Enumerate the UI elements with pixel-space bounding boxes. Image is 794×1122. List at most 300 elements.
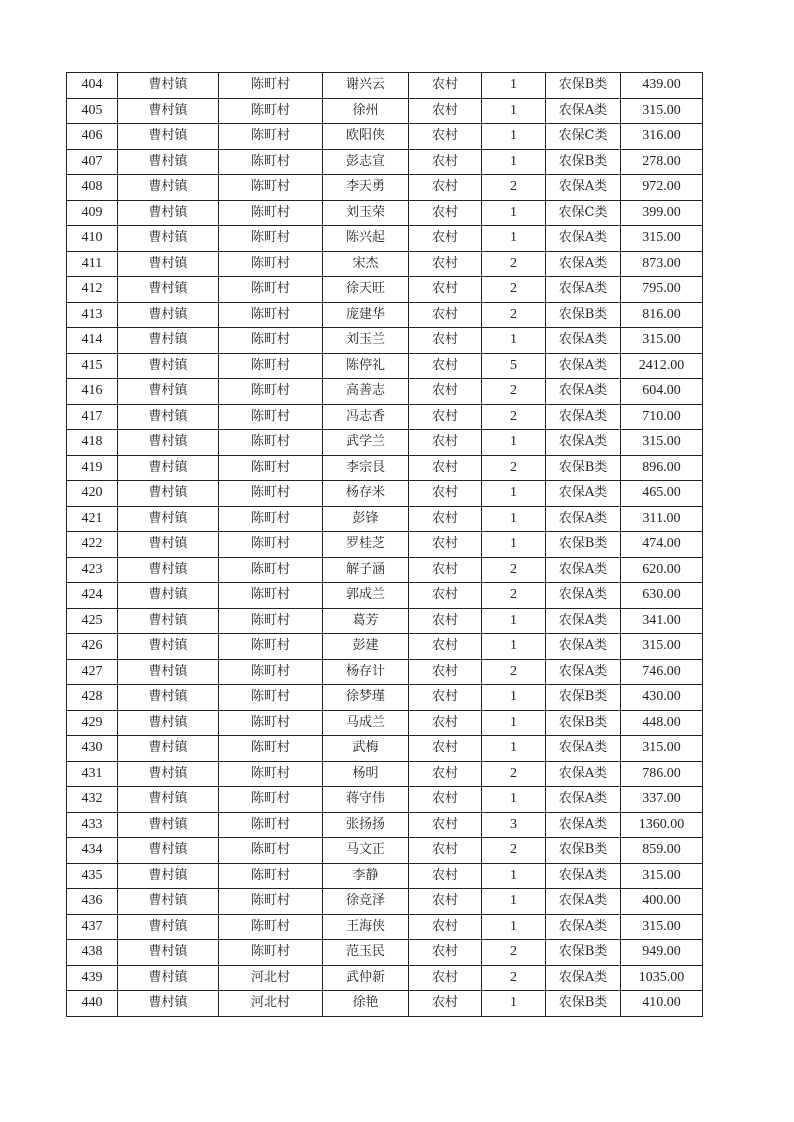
household-type-cell: 农村 xyxy=(409,481,482,507)
member-count-cell: 1 xyxy=(482,328,546,354)
village-cell: 河北村 xyxy=(219,991,323,1017)
household-type-cell: 农村 xyxy=(409,200,482,226)
person-name-cell: 杨存计 xyxy=(323,659,409,685)
village-cell: 陈町村 xyxy=(219,73,323,99)
person-name-cell: 张扬扬 xyxy=(323,812,409,838)
table-row xyxy=(67,583,703,609)
person-name-cell: 彭建 xyxy=(323,634,409,660)
row-number-cell: 416 xyxy=(67,379,118,405)
amount-cell: 949.00 xyxy=(621,940,703,966)
person-name-cell: 陈停礼 xyxy=(323,353,409,379)
table-row xyxy=(67,73,703,99)
household-type-cell: 农村 xyxy=(409,404,482,430)
household-type-cell: 农村 xyxy=(409,583,482,609)
town-cell: 曹村镇 xyxy=(118,812,219,838)
village-cell: 陈町村 xyxy=(219,506,323,532)
row-number-cell: 439 xyxy=(67,965,118,991)
member-count-cell: 1 xyxy=(482,124,546,150)
insurance-category-cell: 农保A类 xyxy=(546,736,621,762)
amount-cell: 410.00 xyxy=(621,991,703,1017)
insurance-category-cell: 农保B类 xyxy=(546,838,621,864)
village-cell: 陈町村 xyxy=(219,379,323,405)
member-count-cell: 2 xyxy=(482,583,546,609)
table-row xyxy=(67,787,703,813)
table-row xyxy=(67,685,703,711)
row-number-cell: 436 xyxy=(67,889,118,915)
person-name-cell: 徐艳 xyxy=(323,991,409,1017)
row-number-cell: 405 xyxy=(67,98,118,124)
table-row xyxy=(67,736,703,762)
table-row xyxy=(67,965,703,991)
village-cell: 陈町村 xyxy=(219,149,323,175)
person-name-cell: 陈兴起 xyxy=(323,226,409,252)
person-name-cell: 李宗艮 xyxy=(323,455,409,481)
town-cell: 曹村镇 xyxy=(118,532,219,558)
village-cell: 陈町村 xyxy=(219,583,323,609)
town-cell: 曹村镇 xyxy=(118,863,219,889)
amount-cell: 474.00 xyxy=(621,532,703,558)
village-cell: 陈町村 xyxy=(219,353,323,379)
household-type-cell: 农村 xyxy=(409,965,482,991)
person-name-cell: 王海侠 xyxy=(323,914,409,940)
insurance-category-cell: 农保B类 xyxy=(546,455,621,481)
member-count-cell: 1 xyxy=(482,736,546,762)
person-name-cell: 徐梦瑾 xyxy=(323,685,409,711)
member-count-cell: 1 xyxy=(482,710,546,736)
village-cell: 陈町村 xyxy=(219,557,323,583)
insurance-category-cell: 农保A类 xyxy=(546,812,621,838)
person-name-cell: 彭志宣 xyxy=(323,149,409,175)
person-name-cell: 蒋守伟 xyxy=(323,787,409,813)
insurance-category-cell: 农保A类 xyxy=(546,557,621,583)
table-row xyxy=(67,889,703,915)
village-cell: 陈町村 xyxy=(219,812,323,838)
insurance-category-cell: 农保B类 xyxy=(546,302,621,328)
amount-cell: 795.00 xyxy=(621,277,703,303)
person-name-cell: 郭成兰 xyxy=(323,583,409,609)
household-type-cell: 农村 xyxy=(409,659,482,685)
amount-cell: 972.00 xyxy=(621,175,703,201)
household-type-cell: 农村 xyxy=(409,277,482,303)
village-cell: 陈町村 xyxy=(219,328,323,354)
amount-cell: 620.00 xyxy=(621,557,703,583)
row-number-cell: 435 xyxy=(67,863,118,889)
member-count-cell: 1 xyxy=(482,430,546,456)
town-cell: 曹村镇 xyxy=(118,124,219,150)
household-type-cell: 农村 xyxy=(409,149,482,175)
row-number-cell: 425 xyxy=(67,608,118,634)
member-count-cell: 2 xyxy=(482,659,546,685)
table-row xyxy=(67,863,703,889)
household-type-cell: 农村 xyxy=(409,353,482,379)
amount-cell: 315.00 xyxy=(621,226,703,252)
row-number-cell: 412 xyxy=(67,277,118,303)
person-name-cell: 徐州 xyxy=(323,98,409,124)
table-row xyxy=(67,634,703,660)
row-number-cell: 427 xyxy=(67,659,118,685)
row-number-cell: 411 xyxy=(67,251,118,277)
person-name-cell: 葛芳 xyxy=(323,608,409,634)
town-cell: 曹村镇 xyxy=(118,914,219,940)
table-row xyxy=(67,481,703,507)
insurance-category-cell: 农保A类 xyxy=(546,277,621,303)
town-cell: 曹村镇 xyxy=(118,940,219,966)
member-count-cell: 1 xyxy=(482,481,546,507)
village-cell: 陈町村 xyxy=(219,404,323,430)
household-type-cell: 农村 xyxy=(409,226,482,252)
person-name-cell: 谢兴云 xyxy=(323,73,409,99)
village-cell: 陈町村 xyxy=(219,608,323,634)
records-table xyxy=(66,72,703,1017)
insurance-category-cell: 农保A类 xyxy=(546,430,621,456)
member-count-cell: 1 xyxy=(482,991,546,1017)
row-number-cell: 422 xyxy=(67,532,118,558)
row-number-cell: 413 xyxy=(67,302,118,328)
village-cell: 陈町村 xyxy=(219,124,323,150)
insurance-category-cell: 农保A类 xyxy=(546,914,621,940)
amount-cell: 786.00 xyxy=(621,761,703,787)
insurance-category-cell: 农保A类 xyxy=(546,761,621,787)
insurance-category-cell: 农保B类 xyxy=(546,532,621,558)
amount-cell: 316.00 xyxy=(621,124,703,150)
row-number-cell: 421 xyxy=(67,506,118,532)
insurance-category-cell: 农保B类 xyxy=(546,710,621,736)
member-count-cell: 1 xyxy=(482,914,546,940)
village-cell: 陈町村 xyxy=(219,863,323,889)
person-name-cell: 徐天旺 xyxy=(323,277,409,303)
town-cell: 曹村镇 xyxy=(118,583,219,609)
table-row xyxy=(67,353,703,379)
person-name-cell: 欧阳侠 xyxy=(323,124,409,150)
person-name-cell: 武学兰 xyxy=(323,430,409,456)
village-cell: 陈町村 xyxy=(219,175,323,201)
amount-cell: 448.00 xyxy=(621,710,703,736)
town-cell: 曹村镇 xyxy=(118,557,219,583)
amount-cell: 337.00 xyxy=(621,787,703,813)
household-type-cell: 农村 xyxy=(409,73,482,99)
table-row xyxy=(67,175,703,201)
amount-cell: 630.00 xyxy=(621,583,703,609)
amount-cell: 1035.00 xyxy=(621,965,703,991)
household-type-cell: 农村 xyxy=(409,634,482,660)
household-type-cell: 农村 xyxy=(409,608,482,634)
insurance-category-cell: 农保A类 xyxy=(546,251,621,277)
insurance-category-cell: 农保A类 xyxy=(546,889,621,915)
table-row xyxy=(67,379,703,405)
table-row xyxy=(67,430,703,456)
amount-cell: 311.00 xyxy=(621,506,703,532)
person-name-cell: 庞建华 xyxy=(323,302,409,328)
village-cell: 陈町村 xyxy=(219,634,323,660)
table-row xyxy=(67,149,703,175)
amount-cell: 315.00 xyxy=(621,634,703,660)
insurance-category-cell: 农保A类 xyxy=(546,328,621,354)
table-row xyxy=(67,404,703,430)
person-name-cell: 徐竞泽 xyxy=(323,889,409,915)
person-name-cell: 马文正 xyxy=(323,838,409,864)
household-type-cell: 农村 xyxy=(409,787,482,813)
row-number-cell: 409 xyxy=(67,200,118,226)
household-type-cell: 农村 xyxy=(409,557,482,583)
town-cell: 曹村镇 xyxy=(118,175,219,201)
town-cell: 曹村镇 xyxy=(118,761,219,787)
person-name-cell: 宋杰 xyxy=(323,251,409,277)
insurance-category-cell: 农保C类 xyxy=(546,200,621,226)
table-row xyxy=(67,812,703,838)
household-type-cell: 农村 xyxy=(409,889,482,915)
household-type-cell: 农村 xyxy=(409,812,482,838)
household-type-cell: 农村 xyxy=(409,251,482,277)
person-name-cell: 范玉民 xyxy=(323,940,409,966)
town-cell: 曹村镇 xyxy=(118,634,219,660)
town-cell: 曹村镇 xyxy=(118,710,219,736)
table-row xyxy=(67,914,703,940)
member-count-cell: 1 xyxy=(482,863,546,889)
household-type-cell: 农村 xyxy=(409,98,482,124)
household-type-cell: 农村 xyxy=(409,991,482,1017)
household-type-cell: 农村 xyxy=(409,175,482,201)
household-type-cell: 农村 xyxy=(409,761,482,787)
row-number-cell: 438 xyxy=(67,940,118,966)
household-type-cell: 农村 xyxy=(409,863,482,889)
row-number-cell: 424 xyxy=(67,583,118,609)
amount-cell: 430.00 xyxy=(621,685,703,711)
insurance-category-cell: 农保B类 xyxy=(546,991,621,1017)
person-name-cell: 马成兰 xyxy=(323,710,409,736)
insurance-category-cell: 农保A类 xyxy=(546,863,621,889)
village-cell: 陈町村 xyxy=(219,481,323,507)
person-name-cell: 武梅 xyxy=(323,736,409,762)
amount-cell: 746.00 xyxy=(621,659,703,685)
village-cell: 陈町村 xyxy=(219,940,323,966)
village-cell: 陈町村 xyxy=(219,302,323,328)
member-count-cell: 1 xyxy=(482,98,546,124)
amount-cell: 399.00 xyxy=(621,200,703,226)
member-count-cell: 1 xyxy=(482,149,546,175)
row-number-cell: 415 xyxy=(67,353,118,379)
town-cell: 曹村镇 xyxy=(118,404,219,430)
insurance-category-cell: 农保A类 xyxy=(546,481,621,507)
amount-cell: 859.00 xyxy=(621,838,703,864)
amount-cell: 278.00 xyxy=(621,149,703,175)
village-cell: 陈町村 xyxy=(219,787,323,813)
person-name-cell: 李天勇 xyxy=(323,175,409,201)
amount-cell: 315.00 xyxy=(621,736,703,762)
table-row xyxy=(67,991,703,1017)
row-number-cell: 419 xyxy=(67,455,118,481)
town-cell: 曹村镇 xyxy=(118,226,219,252)
village-cell: 陈町村 xyxy=(219,277,323,303)
table-row xyxy=(67,659,703,685)
member-count-cell: 2 xyxy=(482,404,546,430)
person-name-cell: 杨明 xyxy=(323,761,409,787)
village-cell: 陈町村 xyxy=(219,685,323,711)
insurance-category-cell: 农保A类 xyxy=(546,608,621,634)
member-count-cell: 2 xyxy=(482,557,546,583)
insurance-category-cell: 农保A类 xyxy=(546,583,621,609)
person-name-cell: 高善志 xyxy=(323,379,409,405)
person-name-cell: 罗桂芝 xyxy=(323,532,409,558)
town-cell: 曹村镇 xyxy=(118,838,219,864)
member-count-cell: 2 xyxy=(482,965,546,991)
person-name-cell: 冯志香 xyxy=(323,404,409,430)
row-number-cell: 440 xyxy=(67,991,118,1017)
town-cell: 曹村镇 xyxy=(118,455,219,481)
row-number-cell: 430 xyxy=(67,736,118,762)
row-number-cell: 433 xyxy=(67,812,118,838)
household-type-cell: 农村 xyxy=(409,328,482,354)
person-name-cell: 解子涵 xyxy=(323,557,409,583)
household-type-cell: 农村 xyxy=(409,940,482,966)
village-cell: 陈町村 xyxy=(219,200,323,226)
town-cell: 曹村镇 xyxy=(118,98,219,124)
insurance-category-cell: 农保A类 xyxy=(546,659,621,685)
household-type-cell: 农村 xyxy=(409,838,482,864)
table-row xyxy=(67,940,703,966)
member-count-cell: 2 xyxy=(482,175,546,201)
household-type-cell: 农村 xyxy=(409,532,482,558)
town-cell: 曹村镇 xyxy=(118,200,219,226)
amount-cell: 439.00 xyxy=(621,73,703,99)
member-count-cell: 1 xyxy=(482,73,546,99)
town-cell: 曹村镇 xyxy=(118,991,219,1017)
member-count-cell: 1 xyxy=(482,200,546,226)
insurance-category-cell: 农保A类 xyxy=(546,634,621,660)
insurance-category-cell: 农保A类 xyxy=(546,506,621,532)
town-cell: 曹村镇 xyxy=(118,481,219,507)
village-cell: 陈町村 xyxy=(219,710,323,736)
village-cell: 河北村 xyxy=(219,965,323,991)
household-type-cell: 农村 xyxy=(409,379,482,405)
row-number-cell: 426 xyxy=(67,634,118,660)
town-cell: 曹村镇 xyxy=(118,302,219,328)
row-number-cell: 428 xyxy=(67,685,118,711)
insurance-category-cell: 农保A类 xyxy=(546,353,621,379)
insurance-category-cell: 农保B类 xyxy=(546,685,621,711)
member-count-cell: 3 xyxy=(482,812,546,838)
person-name-cell: 刘玉兰 xyxy=(323,328,409,354)
village-cell: 陈町村 xyxy=(219,889,323,915)
member-count-cell: 2 xyxy=(482,379,546,405)
table-row xyxy=(67,98,703,124)
amount-cell: 341.00 xyxy=(621,608,703,634)
table-row xyxy=(67,608,703,634)
town-cell: 曹村镇 xyxy=(118,430,219,456)
row-number-cell: 431 xyxy=(67,761,118,787)
household-type-cell: 农村 xyxy=(409,124,482,150)
table-row xyxy=(67,506,703,532)
town-cell: 曹村镇 xyxy=(118,251,219,277)
amount-cell: 710.00 xyxy=(621,404,703,430)
amount-cell: 315.00 xyxy=(621,430,703,456)
insurance-category-cell: 农保A类 xyxy=(546,98,621,124)
member-count-cell: 2 xyxy=(482,838,546,864)
village-cell: 陈町村 xyxy=(219,430,323,456)
amount-cell: 896.00 xyxy=(621,455,703,481)
amount-cell: 315.00 xyxy=(621,863,703,889)
member-count-cell: 2 xyxy=(482,455,546,481)
table-row xyxy=(67,277,703,303)
person-name-cell: 杨存米 xyxy=(323,481,409,507)
table-row xyxy=(67,557,703,583)
household-type-cell: 农村 xyxy=(409,506,482,532)
town-cell: 曹村镇 xyxy=(118,328,219,354)
row-number-cell: 417 xyxy=(67,404,118,430)
household-type-cell: 农村 xyxy=(409,736,482,762)
town-cell: 曹村镇 xyxy=(118,685,219,711)
row-number-cell: 434 xyxy=(67,838,118,864)
village-cell: 陈町村 xyxy=(219,736,323,762)
table-row xyxy=(67,455,703,481)
household-type-cell: 农村 xyxy=(409,914,482,940)
village-cell: 陈町村 xyxy=(219,761,323,787)
village-cell: 陈町村 xyxy=(219,532,323,558)
amount-cell: 315.00 xyxy=(621,328,703,354)
row-number-cell: 423 xyxy=(67,557,118,583)
member-count-cell: 2 xyxy=(482,251,546,277)
town-cell: 曹村镇 xyxy=(118,73,219,99)
household-type-cell: 农村 xyxy=(409,710,482,736)
town-cell: 曹村镇 xyxy=(118,379,219,405)
table-row xyxy=(67,328,703,354)
amount-cell: 816.00 xyxy=(621,302,703,328)
records-table-body xyxy=(67,73,703,1017)
member-count-cell: 2 xyxy=(482,302,546,328)
table-row xyxy=(67,710,703,736)
table-row xyxy=(67,761,703,787)
insurance-category-cell: 农保A类 xyxy=(546,965,621,991)
household-type-cell: 农村 xyxy=(409,430,482,456)
town-cell: 曹村镇 xyxy=(118,965,219,991)
member-count-cell: 2 xyxy=(482,277,546,303)
row-number-cell: 420 xyxy=(67,481,118,507)
member-count-cell: 1 xyxy=(482,685,546,711)
member-count-cell: 1 xyxy=(482,226,546,252)
row-number-cell: 414 xyxy=(67,328,118,354)
insurance-category-cell: 农保B类 xyxy=(546,940,621,966)
insurance-category-cell: 农保B类 xyxy=(546,149,621,175)
person-name-cell: 李静 xyxy=(323,863,409,889)
row-number-cell: 408 xyxy=(67,175,118,201)
member-count-cell: 2 xyxy=(482,940,546,966)
amount-cell: 873.00 xyxy=(621,251,703,277)
insurance-category-cell: 农保A类 xyxy=(546,175,621,201)
amount-cell: 400.00 xyxy=(621,889,703,915)
insurance-category-cell: 农保A类 xyxy=(546,404,621,430)
person-name-cell: 刘玉荣 xyxy=(323,200,409,226)
row-number-cell: 432 xyxy=(67,787,118,813)
member-count-cell: 2 xyxy=(482,761,546,787)
member-count-cell: 1 xyxy=(482,634,546,660)
household-type-cell: 农村 xyxy=(409,685,482,711)
village-cell: 陈町村 xyxy=(219,455,323,481)
row-number-cell: 404 xyxy=(67,73,118,99)
village-cell: 陈町村 xyxy=(219,251,323,277)
insurance-category-cell: 农保A类 xyxy=(546,787,621,813)
insurance-category-cell: 农保A类 xyxy=(546,379,621,405)
table-row xyxy=(67,532,703,558)
town-cell: 曹村镇 xyxy=(118,506,219,532)
amount-cell: 465.00 xyxy=(621,481,703,507)
town-cell: 曹村镇 xyxy=(118,353,219,379)
member-count-cell: 1 xyxy=(482,506,546,532)
row-number-cell: 429 xyxy=(67,710,118,736)
village-cell: 陈町村 xyxy=(219,98,323,124)
village-cell: 陈町村 xyxy=(219,659,323,685)
amount-cell: 315.00 xyxy=(621,98,703,124)
insurance-category-cell: 农保C类 xyxy=(546,124,621,150)
person-name-cell: 彭锋 xyxy=(323,506,409,532)
